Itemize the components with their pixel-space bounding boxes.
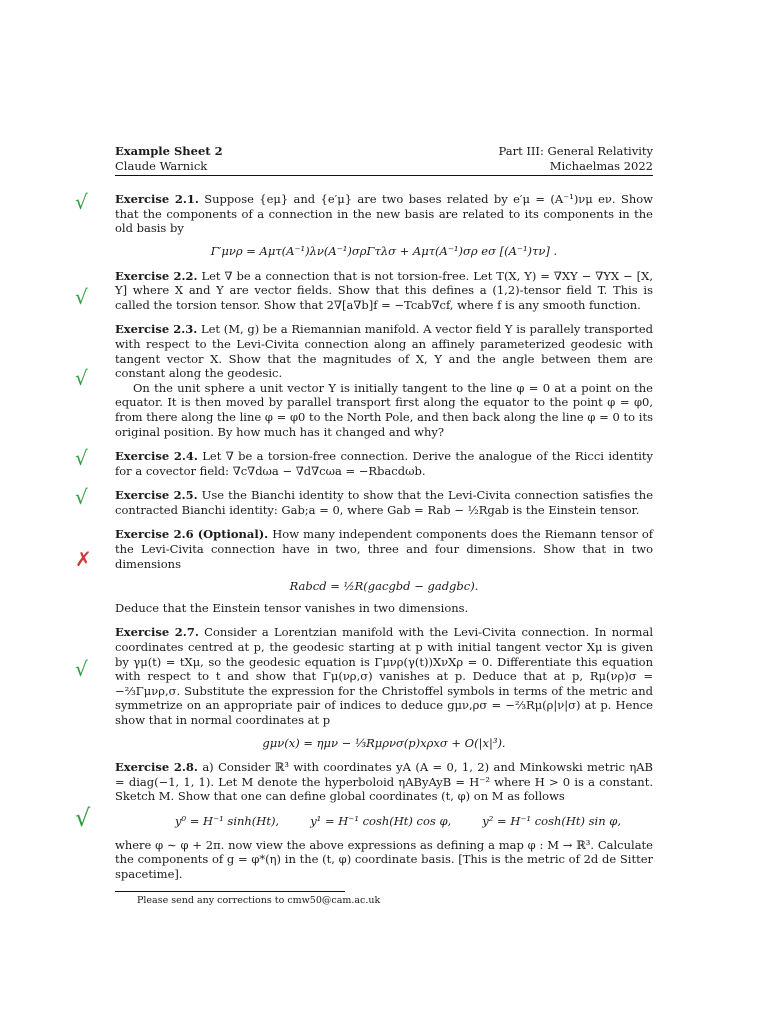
exercise-heading-note: (Optional). [197,527,269,542]
equation: y¹ = H⁻¹ cosh(Ht) cos φ, [310,813,452,828]
exercise-2-2 [75,268,653,313]
exercise-text: Let (M, g) be a Riemannian manifold. A vector field Y is parallely transported with respect to the Levi-Civita connection along an affinely parameterized geodesic with tangent vector X. Show that the magnitudes of X, Y and the angle between them are constant along the geodesic. [115,322,653,381]
exercise-heading: Exercise 2.8. [115,760,198,775]
equation: y⁰ = H⁻¹ sinh(Ht), [175,813,280,828]
tick-mark-icon: √ [75,804,91,833]
exercise-2-6 [75,527,654,615]
equation: y² = H⁻¹ cosh(Ht) sin φ, [482,813,621,828]
cross-mark-icon: ✗ [75,547,92,572]
tick-mark-icon: √ [75,366,88,391]
exercise-heading: Exercise 2.7. [115,625,199,640]
equation: gμν(x) = ημν − ⅓Rμρνσ(p)xρxσ + O(|x|³). [262,735,506,750]
exercise-text: Suppose {eμ} and {e′μ} are two bases related by e′μ = (A⁻¹)νμ eν. Show that the components of a connection in the new basis are related to its components in the old basis by [115,192,653,236]
equation: Rabcd = ½R(gacgbd − gadgbc). [289,579,479,594]
author-name: Claude Warnick [115,158,208,173]
exercise-text: Consider a Lorentzian manifold with the Levi-Civita connection. In normal coordinates centred at p, the geodesic starting at p with initial tangent vector Xμ is given by γμ(t) = tXμ, so the geodesic equation is Γμνρ(γ(t))XνXρ = 0. Differentiate this equation with respect to t and show that Γμ(νρ,σ) vanishes at p. Deduce that at p, Rμ(νρ)σ = −⅔Γμνρ,σ. Substitute the expression for the Christoffel symbols in terms of the metric and symmetrize on an appropriate pair of indices to deduce gμν,ρσ = −⅔Rμ(ρ|ν|σ) at p. Hence show that in normal coordinates at p [115,625,653,727]
exercise-text-continued: Deduce that the Einstein tensor vanishes in two dimensions. [115,600,469,615]
header-rule [115,175,653,176]
exercise-heading: Exercise 2.1. [115,192,199,207]
footnote: Please send any corrections to cmw50@cam.ac.uk [137,895,381,907]
example-sheet-page [75,144,654,909]
equation-row [115,814,653,829]
exercise-text: Use the Bianchi identity to show that the Levi-Civita connection satisfies the contracted Bianchi identity: Gab;a = 0, where Gab = Rab − ½Rgab is the Einstein tensor. [115,488,654,517]
exercise-text: How many independent components does the Riemann tensor of the Levi-Civita connection have in two, three and four dimensions. Show that in two dimensions [115,527,654,571]
exercise-2-5 [75,485,654,517]
term-name: Michaelmas 2022 [549,158,653,173]
exercise-heading: Exercise 2.6 [115,527,194,542]
exercise-2-3 [75,322,653,439]
exercise-2-4 [75,446,653,478]
exercise-text-continued: where φ ∼ φ + 2π. now view the above expressions as defining a map φ : M → ℝ³. Calculate the components of g = φ*(η) in the (t, φ) coordinate basis. [This is the metric of 2d de Sitter spacetime]. [115,837,653,881]
exercise-heading: Exercise 2.2. [115,268,198,283]
exercise-text-continued: On the unit sphere a unit vector Y is initially tangent to the line φ = 0 at a point on the equator. It is then moved by parallel transport first along the equator to the point φ = φ0, from there along the line φ = φ0 to the North Pole, and then back along the line φ = 0 to its original position. By how much has it changed and why? [115,380,653,439]
page-header [115,144,653,173]
exercise-2-8 [75,760,654,881]
exercise-heading: Exercise 2.4. [115,449,198,464]
equation: Γ′μνρ = Aμτ(A⁻¹)λν(A⁻¹)σρΓτλσ + Aμτ(A⁻¹)σρ eσ [(A⁻¹)τν] . [210,243,558,258]
tick-mark-icon: √ [75,485,88,510]
exercise-text: Let ∇ be a connection that is not torsion-free. Let T(X, Y) = ∇XY − ∇YX − [X, Y] where X and Y are vector fields. Show that this defines a (1,2)-tensor field T. This is called the torsion tensor. Show that 2∇[a∇b]f = −Tcab∇cf, where f is any smooth function. [115,268,653,312]
exercise-heading: Exercise 2.3. [115,322,198,337]
tick-mark-icon: √ [75,284,88,309]
tick-mark-icon: √ [75,657,88,682]
exercise-2-7 [75,625,653,750]
exercise-text: a) Consider ℝ³ with coordinates yA (A = 0, 1, 2) and Minkowski metric ηAB = diag(−1, 1, 1). Let M denote the hyperboloid ηAByAyB = H⁻² where H > 0 is a constant. Sketch M. Show that one can define global coordinates (t, φ) on M as follows [115,760,654,804]
course-name: Part III: General Relativity [498,144,653,158]
tick-mark-icon: √ [75,446,88,471]
tick-mark-icon: √ [75,190,88,215]
footnote-rule [115,891,345,892]
exercise-2-1 [75,190,653,258]
exercise-heading: Exercise 2.5. [115,488,198,503]
exercise-text: Let ∇ be a torsion-free connection. Derive the analogue of the Ricci identity for a covector field: ∇c∇dωa − ∇d∇cωa = −Rbacdωb. [115,449,653,478]
sheet-title: Example Sheet 2 [115,144,223,158]
